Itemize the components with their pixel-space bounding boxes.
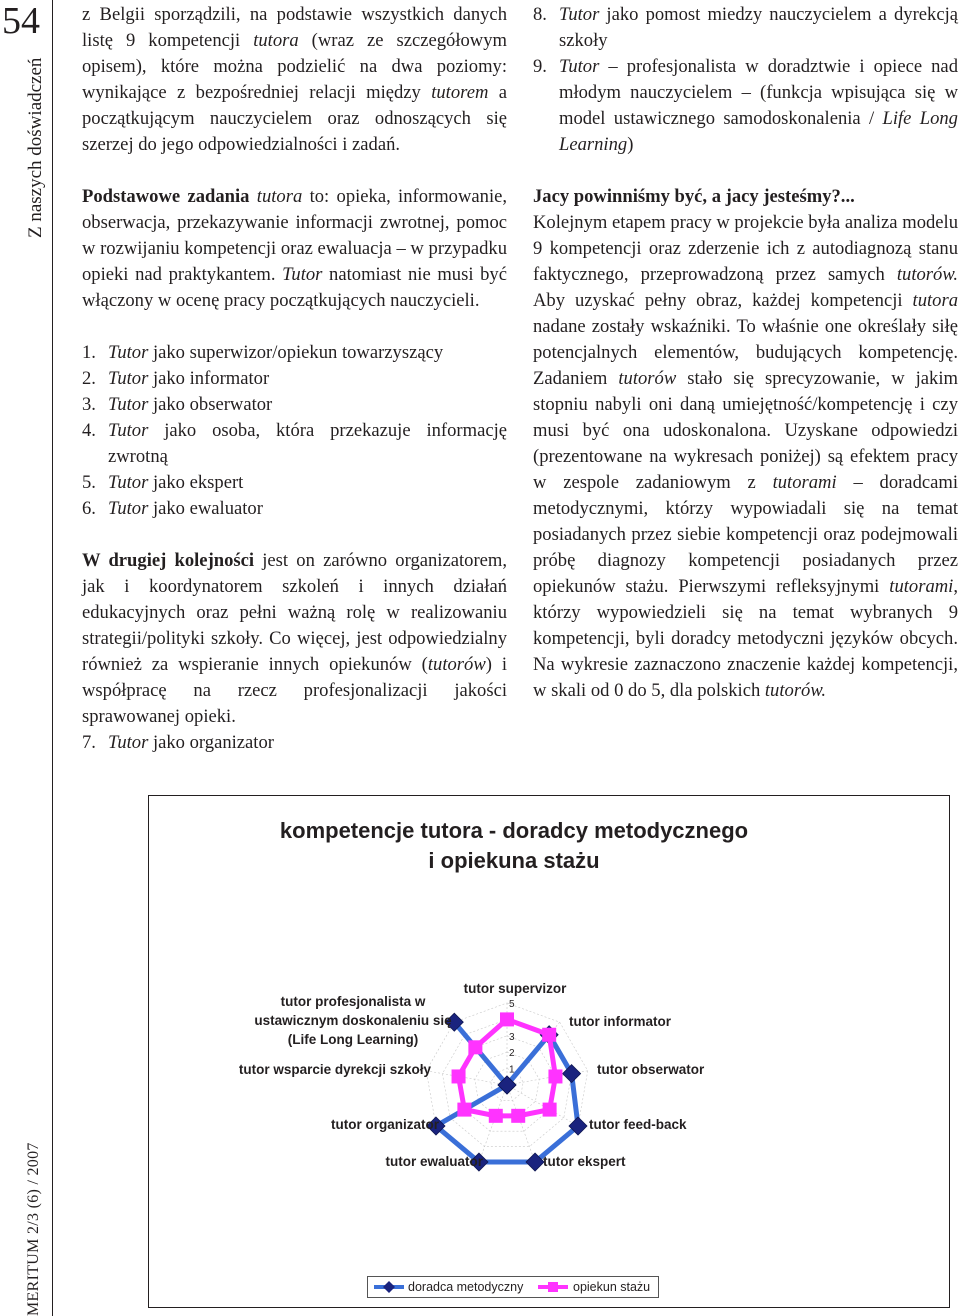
- list-item: [82, 470, 507, 496]
- list-number: 8.: [533, 4, 547, 25]
- competence-list-3: [533, 2, 958, 158]
- text-run: tutorami: [889, 576, 954, 597]
- text-run: Aby uzyskać pełny obraz, każdej kompetencji: [533, 290, 913, 311]
- text-run: Kolejnym etapem pracy w projekcie była analiza modelu 9 kompetencji oraz zderzenie ich z autodiagnozą stanu faktycznego, przeprowadzoną przez samych: [533, 212, 958, 285]
- axis-label: [385, 1154, 483, 1169]
- list-item: [82, 730, 507, 756]
- list-item: [82, 418, 507, 470]
- axis-label-line: (Life Long Learning): [287, 1032, 419, 1047]
- text-run: , którzy wypowiedzieli się na temat wybranych 9 kompetencji, byli doradcy metodyczni języków obcych. Na wykresie zaznaczono znaczenie każdej kompetencji, w skali od 0 do 5, dla polskich: [533, 576, 958, 701]
- competence-list-2: [82, 730, 507, 756]
- series-marker-2: [542, 1028, 556, 1042]
- axis-label-line: tutor organizator: [331, 1117, 439, 1132]
- list-em: Life Long Learning: [559, 108, 958, 155]
- axis-label: [464, 981, 568, 996]
- list-text: jako organizator: [148, 732, 274, 753]
- paragraph-analysis: [533, 210, 958, 704]
- tick-label: 3: [509, 1031, 515, 1043]
- list-number: 1.: [82, 342, 96, 363]
- text-run: nadane zostały wskaźniki. To właśnie one określały siłę potencjalnych elementów, budujących kompetencję. Zadaniem: [533, 316, 958, 389]
- left-column: [82, 2, 507, 756]
- tick-label: 5: [509, 999, 515, 1010]
- text-run: tutorami: [772, 472, 837, 493]
- axis-label: [589, 1117, 687, 1132]
- list-text: jako obserwator: [148, 394, 273, 415]
- text-run: tutorów.: [764, 680, 827, 701]
- list-em: Tutor: [559, 4, 600, 25]
- paragraph-second-order: [82, 548, 507, 730]
- list-em: Tutor: [108, 394, 149, 415]
- text-run: (wraz ze szczegółowym opisem), które można podzielić na dwa poziomy: wynikające z bezpośredniej relacji między: [82, 30, 507, 103]
- page-number: 54: [2, 0, 40, 42]
- text-run: z Belgii sporządzili, na podstawie wszystkich danych listę 9 kompetencji: [82, 4, 507, 51]
- list-text: jako ewaluator: [148, 498, 263, 519]
- chart-title-line-2: i opiekuna stażu: [428, 848, 600, 873]
- list-number: 4.: [82, 420, 96, 441]
- list-number: 2.: [82, 368, 96, 389]
- axis-label: [254, 994, 452, 1047]
- axis-label-line: tutor ewaluator: [385, 1154, 483, 1169]
- list-text: jako superwizor/opiekun towarzyszący: [148, 342, 444, 363]
- list-item: [533, 2, 958, 54]
- list-number: 9.: [533, 56, 547, 77]
- chart-legend: [367, 1276, 659, 1298]
- list-item: [533, 54, 958, 158]
- text-run: tutorów: [427, 654, 486, 675]
- text-run: Tutor: [282, 264, 323, 285]
- legend-label-1: doradca metodyczny: [408, 1280, 524, 1294]
- list-em: Tutor: [108, 368, 149, 389]
- text-run: a początkującym nauczycielem oraz odnoszących się szerzej do jego odpowiedzialności i zadań.: [82, 82, 508, 155]
- text-run: natomiast nie musi być włączony w ocenę pracy początkujących nauczycieli.: [82, 264, 507, 311]
- section-heading: Jacy powinniśmy być, a jacy jesteśmy?...: [533, 186, 855, 207]
- list-number: 6.: [82, 498, 96, 519]
- legend-marker-1: [383, 1281, 395, 1293]
- axis-label: [569, 1014, 672, 1029]
- list-text: jako ekspert: [148, 472, 244, 493]
- text-run: tutorów.: [896, 264, 958, 285]
- list-item: [82, 496, 507, 522]
- list-number: 5.: [82, 472, 96, 493]
- list-text: – profesjonalista w doradztwie i opiece nad młodym nauczycielem – (funkcja wpisująca się w model ustawicznego samodoskonalenia /: [559, 56, 958, 129]
- list-item: [82, 392, 507, 418]
- list-em: Tutor: [108, 342, 149, 363]
- tick-label: 1: [509, 1064, 515, 1076]
- axis-label: [597, 1062, 705, 1077]
- series-marker-2: [511, 1109, 525, 1123]
- section-label-text: Z naszych doświadczeń: [25, 57, 46, 238]
- series-marker-2: [468, 1040, 482, 1054]
- text-run-bold: Podstawowe zadania: [82, 186, 250, 207]
- list-em: Tutor: [559, 56, 600, 77]
- list-item: [82, 366, 507, 392]
- axis-label-line: tutor wsparcie dyrekcji szkoły: [238, 1062, 431, 1077]
- text-run: stało się sprecyzowanie, w jakim stopniu nabyli oni daną umiejętność/kompetencję i czy musi być ona udoskonalona. Uzyskane odpowiedzi (prezentowane na wykresach poniżej) są efektem pracy w zespole zadaniowym z: [533, 368, 958, 493]
- margin-rule: [52, 0, 53, 1316]
- text-run: ) i współpracę na rzecz profesjonalizacji jakości sprawowanej opieki.: [82, 654, 507, 727]
- text-run: – doradcami metodycznymi, którzy wypowiadali się na temat posiadanych przez siebie kompetencji oraz podejmowali próbę diagnozy kompetencji posiadanych przez opiekunów stażu. Pierwszymi refleksyjnymi: [533, 472, 958, 597]
- competence-list-1: [82, 340, 507, 522]
- list-text: jako informator: [148, 368, 270, 389]
- tick-label: 2: [509, 1048, 515, 1060]
- text-run: tutora: [253, 30, 299, 51]
- axis-label-line: tutor supervizor: [463, 981, 567, 996]
- series-marker-2: [548, 1069, 562, 1083]
- axis-label: [543, 1154, 626, 1169]
- legend-graphic: [368, 1277, 658, 1297]
- list-em: Tutor: [108, 472, 149, 493]
- radar-plot: [149, 796, 949, 1266]
- paragraph-basic-tasks: [82, 184, 507, 314]
- axis-label-line: tutor obserwator: [597, 1062, 705, 1077]
- axis-label-line: tutor feed-back: [589, 1117, 687, 1132]
- series-marker-2: [452, 1069, 466, 1083]
- journal-label-text: MERITUM 2/3 (6) / 2007: [25, 1142, 42, 1316]
- text-run: tutora: [912, 290, 958, 311]
- text-run-bold: W drugiej kolejności: [82, 550, 255, 571]
- axis-label-line: ustawicznym doskonaleniu się: [254, 1013, 452, 1028]
- axis-label: [239, 1062, 432, 1077]
- series-marker-2: [457, 1103, 471, 1117]
- list-text: ): [627, 134, 634, 155]
- legend-label-2: opiekun stażu: [573, 1280, 651, 1294]
- axis-label-line: tutor ekspert: [543, 1154, 626, 1169]
- list-number: 7.: [82, 732, 96, 753]
- series-marker-2: [500, 1012, 514, 1026]
- legend-marker-2: [548, 1282, 558, 1292]
- axis-label-line: tutor informator: [569, 1014, 671, 1029]
- radar-chart: [148, 795, 950, 1308]
- text-run: tutora: [256, 186, 303, 207]
- list-em: Tutor: [108, 498, 149, 519]
- text-run: [249, 186, 256, 207]
- series-marker-2: [489, 1109, 503, 1123]
- grid-spoke: [507, 1085, 535, 1162]
- list-text: jako osoba, która przekazuje informację zwrotną: [108, 420, 507, 467]
- list-em: Tutor: [108, 732, 149, 753]
- list-text: jako pomost miedzy nauczycielem a dyrekcją szkoły: [559, 4, 958, 51]
- text-run: to: opieka, informowanie, obserwacja, przekazywanie informacji zwrotnej, pomoc w rozwijaniu kompetencji oraz ewaluacja – w przypadku opieki nad praktykantem.: [82, 186, 508, 285]
- right-column: [533, 2, 958, 704]
- paragraph-intro: [82, 2, 507, 158]
- series-marker-2: [543, 1103, 557, 1117]
- text-run: jest on zarówno organizatorem, jak i koordynatorem szkoleń i innych działań edukacyjnych oraz pełni ważną rolę w realizowaniu strategii/polityki szkoły. Co więcej, jest odpowiedzialny również za wspieranie innych opiekunów (: [82, 550, 507, 675]
- text-run: tutorem: [431, 82, 489, 103]
- list-number: 3.: [82, 394, 96, 415]
- list-em: Tutor: [108, 420, 149, 441]
- list-item: [82, 340, 507, 366]
- axis-label: [331, 1117, 440, 1132]
- axis-label-line: tutor profesjonalista w: [280, 994, 426, 1009]
- text-run: tutorów: [618, 368, 677, 389]
- chart-title-line-1: kompetencje tutora - doradcy metodycznego: [279, 818, 749, 843]
